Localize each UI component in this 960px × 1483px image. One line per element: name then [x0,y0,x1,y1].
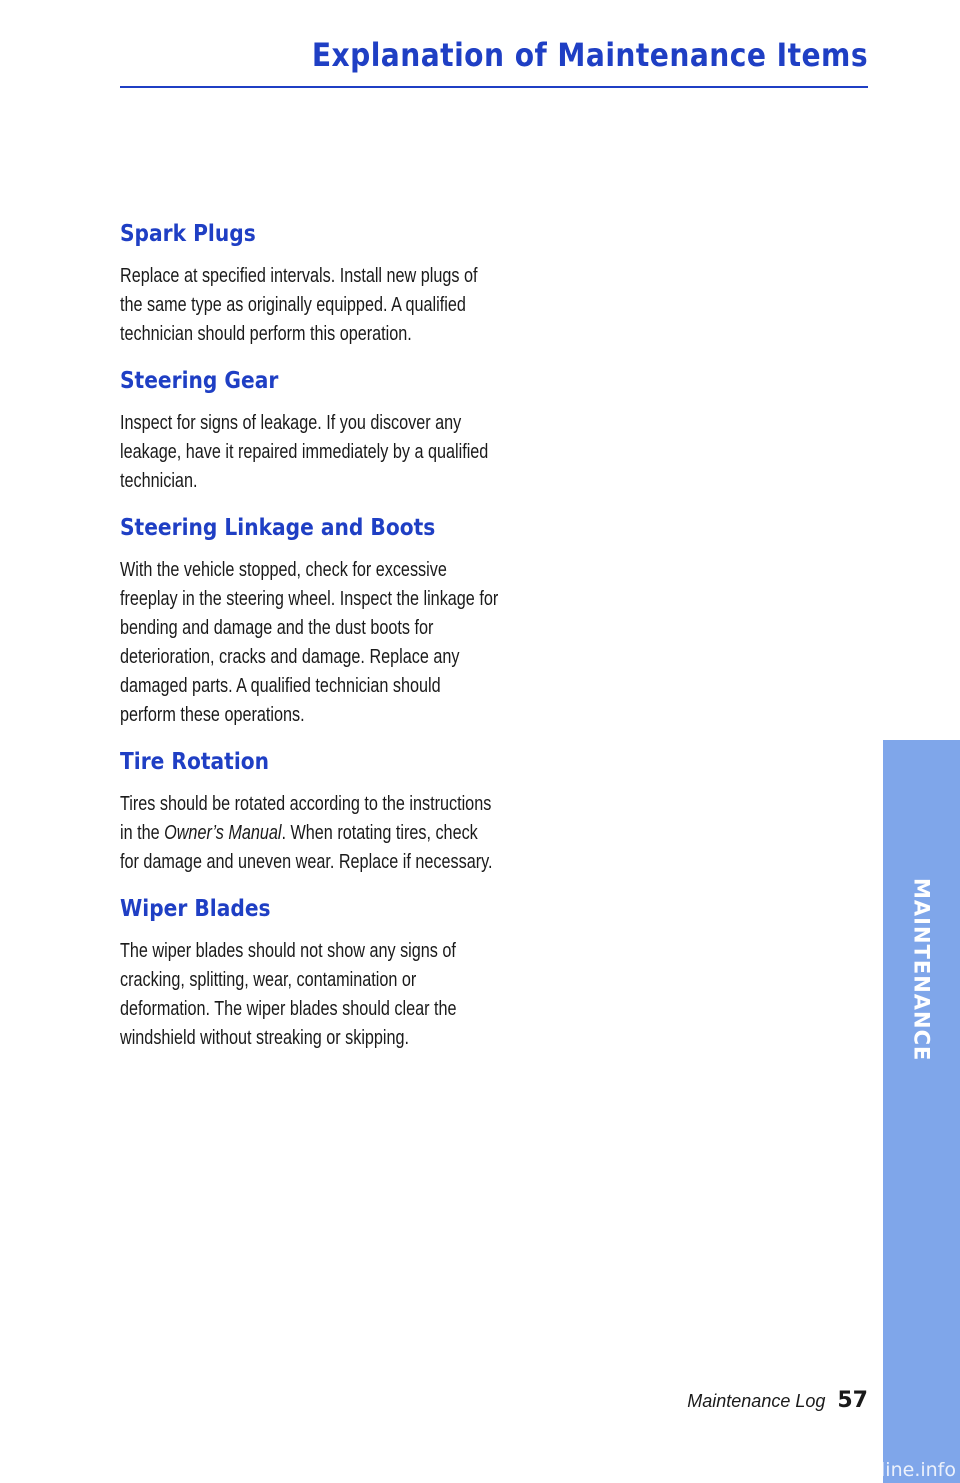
section-heading-wiper-blades: Wiper Blades [120,894,271,922]
tire-rotation-text-start: Tires should be rotated according to the instructions in the [120,793,492,844]
section-heading-tire-rotation: Tire Rotation [120,747,270,775]
section-body-wiper-blades: The wiper blades should not show any signs of cracking, splitting, wear, contamination or deformation. The wiper blades should clear the windshield without streaking or skipping. [120,940,457,1049]
section-heading-spark-plugs: Spark Plugs [120,219,256,247]
maintenance-side-tab [883,740,960,1483]
section-body-steering-linkage: With the vehicle stopped, check for excessive freeplay in the steering wheel. Inspect the linkage for bending and damage and the dust boots for deterioration, cracks and damage. Replace any damaged parts. A qualified technician should perform these operations. [120,559,499,726]
page-title: Explanation of Maintenance Items [311,36,868,74]
footer-label: Maintenance Log [687,1391,826,1411]
side-tab-label: MAINTENANCE [909,878,934,1062]
page-footer [687,1388,868,1413]
tire-rotation-text-end: . When rotating tires, check for damage and uneven wear. Replace if necessary. [120,822,493,873]
title-divider [120,86,868,88]
section-body-tire-rotation [120,790,501,877]
watermark: carmanualsonline.info [745,1459,956,1481]
section-body-spark-plugs: Replace at specified intervals. Install new plugs of the same type as originally equipped. A qualified technician should perform this operation. [120,265,478,345]
section-body-steering-gear: Inspect for signs of leakage. If you discover any leakage, have it repaired immediately by a qualified technician. [120,412,489,492]
page-number: 57 [837,1388,868,1413]
main-content [120,214,540,1065]
section-heading-steering-gear: Steering Gear [120,366,279,394]
owners-manual-reference: Owner’s Manual [164,822,282,844]
section-heading-steering-linkage: Steering Linkage and Boots [120,513,436,541]
